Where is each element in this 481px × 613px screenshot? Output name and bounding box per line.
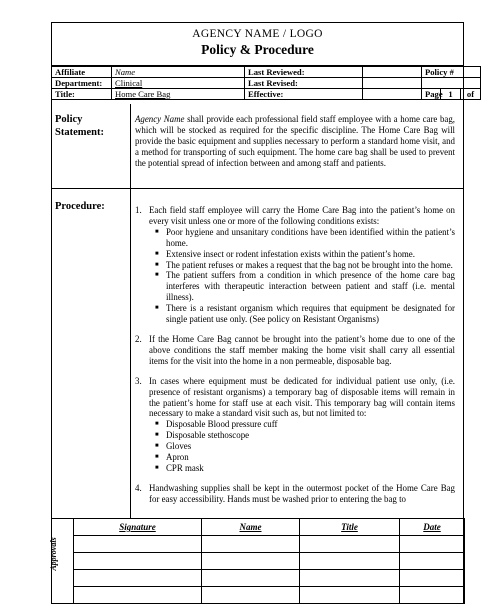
title-row — [52, 89, 481, 100]
affiliate-value: Name — [112, 67, 245, 78]
bullet-text: CPR mask — [166, 462, 204, 473]
agency-name-logo: AGENCY NAME / LOGO — [192, 28, 323, 40]
last-reviewed-value — [363, 67, 422, 78]
date-cell[interactable] — [400, 570, 465, 587]
section-divider-line — [130, 104, 131, 518]
title-value: Home Care Bag — [112, 89, 245, 100]
date-cell[interactable] — [400, 553, 465, 570]
info-table — [51, 66, 481, 100]
department-label: Department: — [52, 78, 112, 89]
procedure-num: 3. — [135, 375, 142, 386]
bullet-text: Disposable stethoscope — [166, 430, 250, 441]
date-header: Date — [400, 519, 465, 536]
title-label: Title: — [52, 89, 112, 100]
bullet-icon: ■ — [155, 228, 159, 235]
procedure-num: 2. — [135, 333, 142, 344]
affiliate-row — [52, 67, 481, 78]
policy-number-value — [422, 78, 481, 89]
procedure-label: Procedure: — [55, 201, 105, 212]
procedure-item-2 — [135, 334, 455, 367]
bullet-item — [149, 303, 455, 325]
signature-cell[interactable] — [74, 587, 202, 604]
bullet-item — [149, 249, 455, 260]
department-value: Clinical — [112, 78, 245, 89]
name-cell[interactable] — [202, 570, 300, 587]
last-reviewed-label: Last Reviewed: — [245, 67, 363, 78]
bullet-icon: ■ — [155, 421, 159, 428]
approval-row — [52, 570, 465, 587]
signature-cell[interactable] — [74, 536, 202, 553]
policy-agency-name: Agency Name — [135, 114, 185, 124]
bullet-text: Gloves — [166, 441, 192, 452]
bullet-item — [149, 430, 455, 441]
date-cell[interactable] — [400, 536, 465, 553]
approvals-side-label: Approvals — [49, 537, 58, 571]
bullet-item — [149, 227, 455, 249]
title-cell[interactable] — [300, 553, 400, 570]
name-header: Name — [202, 519, 300, 536]
bullet-item — [149, 463, 455, 474]
bullet-item — [149, 419, 455, 430]
bullet-icon: ■ — [155, 443, 159, 450]
document-title: Policy & Procedure — [201, 42, 314, 57]
page-label: Page — [422, 89, 441, 100]
effective-label: Effective: — [245, 89, 363, 100]
bullet-icon: ■ — [155, 272, 159, 279]
bullet-text: Disposable Blood pressure cuff — [166, 419, 278, 430]
procedure-num: 1. — [135, 205, 142, 215]
procedure-text: Handwashing supplies shall be kept in the outermost pocket of the Home Care Bag for easy accessibility. Hands must be washed prior to entering the bag to — [149, 482, 455, 504]
title-cell[interactable] — [300, 587, 400, 604]
signature-header: Signature — [74, 519, 202, 536]
affiliate-label: Affiliate — [52, 67, 112, 78]
bullet-text: There is a resistant organism which requires that equipment be designated for single patient use only. (See policy on Resistant Organisms) — [166, 303, 455, 325]
bullet-text: Apron — [166, 452, 189, 463]
department-row — [52, 78, 481, 89]
procedure-text: Each field staff employee will carry the Home Care Bag into the patient’s home on every visit unless one or more of the following conditions exists: — [149, 205, 455, 226]
policy-number-label: Policy # — [422, 67, 481, 78]
name-cell[interactable] — [202, 553, 300, 570]
bullet-item — [149, 270, 455, 303]
bullet-icon: ■ — [155, 432, 159, 439]
approval-row — [52, 536, 465, 553]
document-header — [51, 22, 464, 65]
last-revised-value — [363, 78, 422, 89]
title-cell[interactable] — [300, 570, 400, 587]
policy-statement-label: Policy Statement: — [55, 114, 104, 138]
signature-cell[interactable] — [74, 553, 202, 570]
title-cell[interactable] — [300, 536, 400, 553]
bullet-text: The patient suffers from a condition in which presence of the home care bag interferes with therapeutic interaction between patient and staff (i.e. mental illness). — [166, 270, 455, 303]
of-label: of — [461, 89, 481, 100]
bullet-item — [149, 441, 455, 452]
procedure-text: In cases where equipment must be dedicated for individual patient use only, (i.e. presence of resistant organisms) a temporary bag of disposable items will remain in the patient’s home for staff use at each visit. This temporary bag will contain items necessary to make a standard visit such as, but not limited to: — [149, 375, 455, 419]
last-revised-label: Last Revised: — [245, 78, 363, 89]
bullet-item — [149, 452, 455, 463]
effective-value — [363, 89, 422, 100]
policy-statement-text — [135, 114, 455, 169]
approvals-header-row — [52, 519, 465, 536]
date-cell[interactable] — [400, 587, 465, 604]
bullet-text: Extensive insect or rodent infestation exists within the patient’s home. — [166, 248, 415, 259]
bullet-icon: ■ — [155, 464, 159, 471]
procedure-text: If the Home Care Bag cannot be brought into the patient’s home due to one of the above conditions the staff member making the home visit shall carry all essential items for the visit into the home in a non permeable, disposable bag. — [149, 333, 455, 366]
approval-row — [52, 553, 465, 570]
name-cell[interactable] — [202, 587, 300, 604]
procedure-item-4 — [135, 483, 455, 505]
bullet-icon: ■ — [155, 261, 159, 268]
procedure-item-1 — [135, 205, 455, 325]
bullet-text: Poor hygiene and unsanitary conditions have been identified within the patient’s home. — [166, 226, 455, 248]
approval-row — [52, 587, 465, 604]
page-number: 1 — [441, 89, 461, 100]
bullet-text: The patient refuses or makes a request that the bag not be brought into the home. — [166, 259, 453, 270]
policy-divider — [51, 188, 464, 189]
policy-text: shall provide each professional field staff employee with a home care bag, which will be stocked as required for the specific discipline. The Home Care Bag will provide the basic equipment and supplies necessary to perform a standard home visit, and a method for transporting of such equipment. The home care bag shall be used to prevent the potential spread of infection between and among staff and patients. — [135, 114, 455, 168]
procedure-item-3 — [135, 376, 455, 474]
approvals-table — [51, 518, 465, 604]
procedure-num: 4. — [135, 482, 142, 493]
bullet-item — [149, 260, 455, 271]
bullet-icon: ■ — [155, 454, 159, 461]
procedure-list — [135, 205, 455, 514]
title-header: Title — [300, 519, 400, 536]
bullet-icon: ■ — [155, 250, 159, 257]
name-cell[interactable] — [202, 536, 300, 553]
signature-cell[interactable] — [74, 570, 202, 587]
bullet-icon: ■ — [155, 305, 159, 312]
